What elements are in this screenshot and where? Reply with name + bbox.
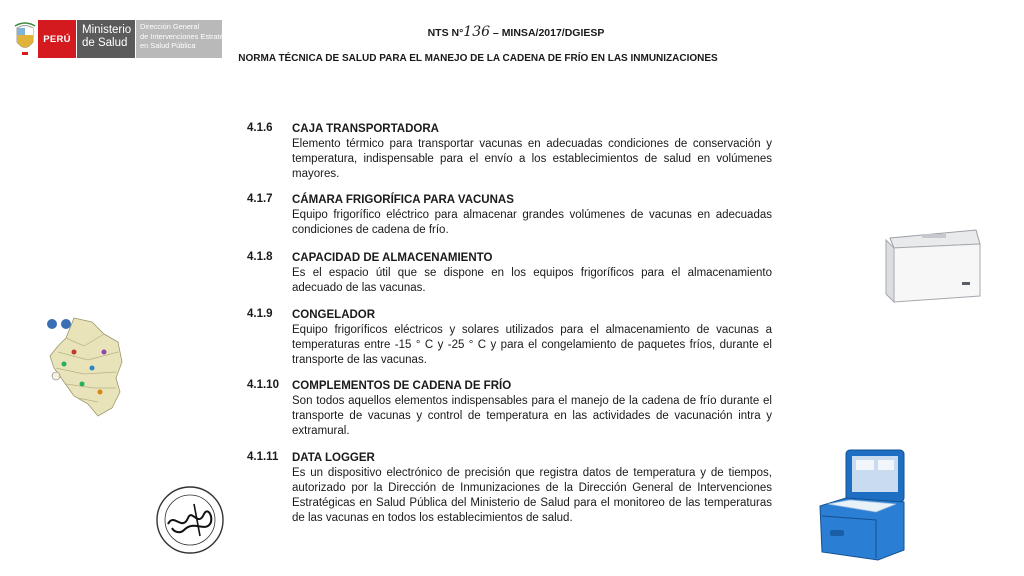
section-heading: DATA LOGGER xyxy=(292,452,375,464)
section-text: Son todos aquellos elementos indispensables para el manejo de la cadena de frío durante el transporte de vacunas y control de temperatura en las actividades de vacunación intra y extramural. xyxy=(292,395,772,437)
section-text: Equipo frigorífico eléctrico para almacenar grandes volúmenes de vacunas en adecuadas condiciones de cadena de frío. xyxy=(292,209,772,236)
seal-stamp-image xyxy=(154,484,226,556)
section-4-1-9 xyxy=(247,308,772,368)
cool-box-image xyxy=(816,446,908,564)
document-title: NORMA TÉCNICA DE SALUD PARA EL MANEJO DE LA CADENA DE FRÍO EN LAS INMUNIZACIONES xyxy=(238,53,718,64)
section-4-1-8 xyxy=(247,251,772,296)
section-heading: COMPLEMENTOS DE CADENA DE FRÍO xyxy=(292,380,512,392)
section-text: Elemento térmico para transportar vacunas en adecuadas condiciones de conservación y temperatura, indispensable para el envío a los establecimientos de salud en volúmenes mayores. xyxy=(292,138,772,180)
section-4-1-11 xyxy=(247,451,772,526)
section-number: 4.1.11 xyxy=(247,451,279,463)
section-heading: CAJA TRANSPORTADORA xyxy=(292,123,439,135)
section-number: 4.1.7 xyxy=(247,193,273,205)
section-number: 4.1.9 xyxy=(247,308,273,320)
section-4-1-6 xyxy=(247,122,772,182)
ministry-label: Ministerio de Salud xyxy=(77,20,135,58)
document-page xyxy=(230,96,790,566)
section-heading: CONGELADOR xyxy=(292,309,376,321)
section-text: Es un dispositivo electrónico de precisión que registra datos de temperatura y de tiempos, autorizado por la Dirección de Inmunizaciones de la Dirección General de Intervenciones Estratégicas en Salud Pública del Ministerio de Salud para el monitoreo de las temperaturas de las vacunas en todos los establecimientos de salud. xyxy=(292,467,772,524)
section-4-1-10 xyxy=(247,379,772,439)
section-number: 4.1.8 xyxy=(247,251,273,263)
section-number: 4.1.6 xyxy=(247,122,273,134)
section-text: Es el espacio útil que se dispone en los equipos frigoríficos para el almacenamiento adecuado de las vacunas. xyxy=(292,267,772,294)
section-4-1-7 xyxy=(247,193,772,238)
peru-label: PERÚ xyxy=(38,20,76,58)
section-heading: CÁMARA FRIGORÍFICA PARA VACUNAS xyxy=(292,194,514,206)
handwritten-number: 136 xyxy=(463,24,491,40)
directorate-label: Dirección General de Intervenciones Estratégicas en Salud Pública xyxy=(136,20,222,58)
document-code: NTS N°136 – MINSA/2017/DGIESP xyxy=(427,24,605,40)
section-number: 4.1.10 xyxy=(247,379,279,391)
chest-freezer-image xyxy=(882,226,984,304)
section-heading: CAPACIDAD DE ALMACENAMIENTO xyxy=(292,252,493,264)
peru-map-image xyxy=(44,312,126,420)
section-text: Equipo frigoríficos eléctricos y solares utilizados para el almacenamiento de vacunas a temperaturas entre -15 ° C y -25 ° C y para el congelamiento de paquetes fríos, durante el transporte de las vacunas. xyxy=(292,324,772,366)
